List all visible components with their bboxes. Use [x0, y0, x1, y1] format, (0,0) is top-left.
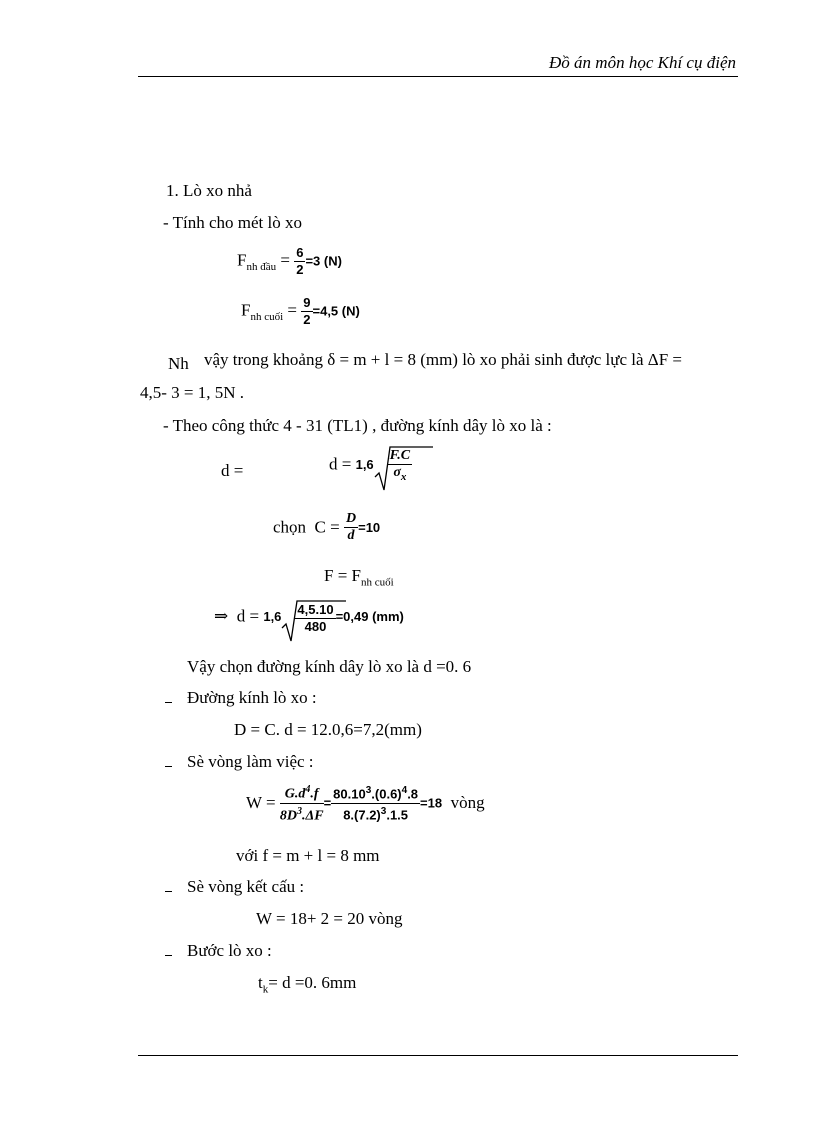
formula-rhs: =10 [358, 520, 381, 535]
w-num2-end: .8 [407, 786, 419, 802]
sqrt-sign [281, 599, 347, 643]
chon-label: chọn [273, 517, 307, 537]
formula-f-cuoi [241, 296, 360, 327]
bullet [165, 891, 172, 892]
d-label: d = [221, 461, 244, 480]
formula-d-result [214, 599, 404, 634]
formula-eq: = [280, 250, 290, 270]
formula-label: F [241, 300, 251, 320]
formula-w [246, 783, 485, 823]
sqrt-sign [374, 445, 434, 493]
fraction-den: d [347, 528, 355, 543]
formula-coef: 1,6 [263, 609, 282, 624]
formula-f-eq [324, 566, 394, 588]
w-den2-tail: .1.5 [386, 806, 409, 822]
w-den2-sup: 3 [380, 805, 387, 817]
footer-rule [138, 1055, 738, 1056]
formula-unit: vòng [450, 793, 485, 813]
formula-d [329, 445, 412, 484]
item-title: Đường kính lò xo : [187, 688, 317, 707]
w-num2: 80.10 [333, 786, 366, 802]
w-num2-tail: .(0.6) [371, 786, 402, 802]
sigma-sub: x [400, 470, 407, 483]
formula-coef: 1,6 [355, 456, 374, 472]
sigma: σ [393, 465, 401, 480]
formula-label: F [237, 250, 247, 270]
fraction-den [331, 804, 420, 822]
item-formula: W = 18+ 2 = 20 vòng [256, 909, 403, 928]
w-num1-tail: .f [310, 786, 319, 802]
formula-lhs: d = [329, 454, 352, 474]
formula-f-dau [237, 246, 342, 277]
formula-chon [273, 512, 380, 543]
formula-lhs: d = [236, 606, 260, 626]
tk-t: t [258, 973, 263, 992]
fraction-num: F.C [389, 448, 411, 463]
implies-arrow: ⇒ [214, 606, 229, 626]
bullet [165, 766, 172, 767]
item-formula: D = C. d = 12.0,6=7,2(mm) [234, 720, 422, 739]
w-den1: 8D [279, 808, 297, 824]
fraction-num: 9 [303, 295, 311, 310]
formula-lhs: C = [314, 517, 340, 537]
section-heading: 1. Lò xo nhả [166, 181, 252, 200]
formula-rhs: =18 [420, 795, 443, 811]
fraction [280, 783, 324, 823]
voi-f: với f = m + l = 8 mm [236, 846, 380, 865]
item-title: Sè vòng làm việc : [187, 752, 314, 771]
w-num2-sup: 3 [365, 785, 372, 797]
chosen-d: Vậy chọn đường kính dây lò xo là d =0. 6 [187, 657, 472, 676]
para-line2: 4,5- 3 = 1, 5N . [140, 383, 245, 402]
formula-rhs: =4,5 (N) [312, 303, 360, 319]
w-den1-tail: .ΔF [301, 808, 324, 824]
formula-reference: - Theo công thức 4 - 31 (TL1) , đường kính dây lò xo là : [163, 416, 552, 435]
tk-rhs: = d =0. 6mm [268, 973, 357, 992]
fraction-den [280, 804, 324, 824]
w-num2-sup2: 4 [401, 785, 408, 797]
fraction-num [280, 783, 324, 804]
w-den2: 8.(7.2) [343, 806, 381, 822]
item-title: Bước lò xo : [187, 941, 272, 960]
para-prefix: Nh [168, 354, 189, 373]
formula-sub: nh đầu [246, 260, 277, 273]
header-rule [138, 76, 738, 77]
formula-rhs: =0,49 (mm) [335, 609, 404, 624]
equals-sign: = [323, 795, 332, 811]
fraction-den: 2 [303, 312, 311, 327]
w-num1-sup: 4 [305, 784, 311, 795]
fraction-num: D [345, 511, 357, 526]
tk-sub: k [262, 983, 269, 996]
fraction [301, 296, 312, 327]
formula-text: F = F [324, 566, 361, 585]
fraction-num [331, 784, 420, 803]
text-line: - Tính cho mét lò xo [163, 213, 302, 232]
bullet [165, 702, 172, 703]
sqrt [281, 599, 335, 634]
fraction [344, 512, 358, 543]
formula-tk [258, 973, 356, 995]
fraction [331, 784, 420, 822]
fraction-num: 4,5.10 [297, 602, 334, 617]
w-num1: G.d [284, 786, 306, 802]
formula-rhs: =3 (N) [305, 253, 342, 269]
para-line1: vậy trong khoảng δ = m + l = 8 (mm) lò xo phải sinh được lực là ΔF = [204, 350, 683, 369]
sqrt [374, 445, 412, 484]
fraction [294, 246, 305, 277]
w-den1-sup: 3 [296, 805, 302, 817]
item-title: Sè vòng kết cấu : [187, 877, 305, 896]
formula-eq: = [287, 300, 298, 320]
fraction-den: 2 [296, 262, 304, 277]
formula-sub: nh cuối [361, 576, 394, 589]
fraction-num: 6 [296, 245, 304, 260]
fraction-den: 480 [304, 619, 327, 634]
header-title: Đồ án môn học Khí cụ điện [549, 53, 736, 72]
bullet [165, 955, 172, 956]
formula-sub: nh cuối [250, 310, 284, 323]
formula-lhs: W = [246, 793, 276, 813]
